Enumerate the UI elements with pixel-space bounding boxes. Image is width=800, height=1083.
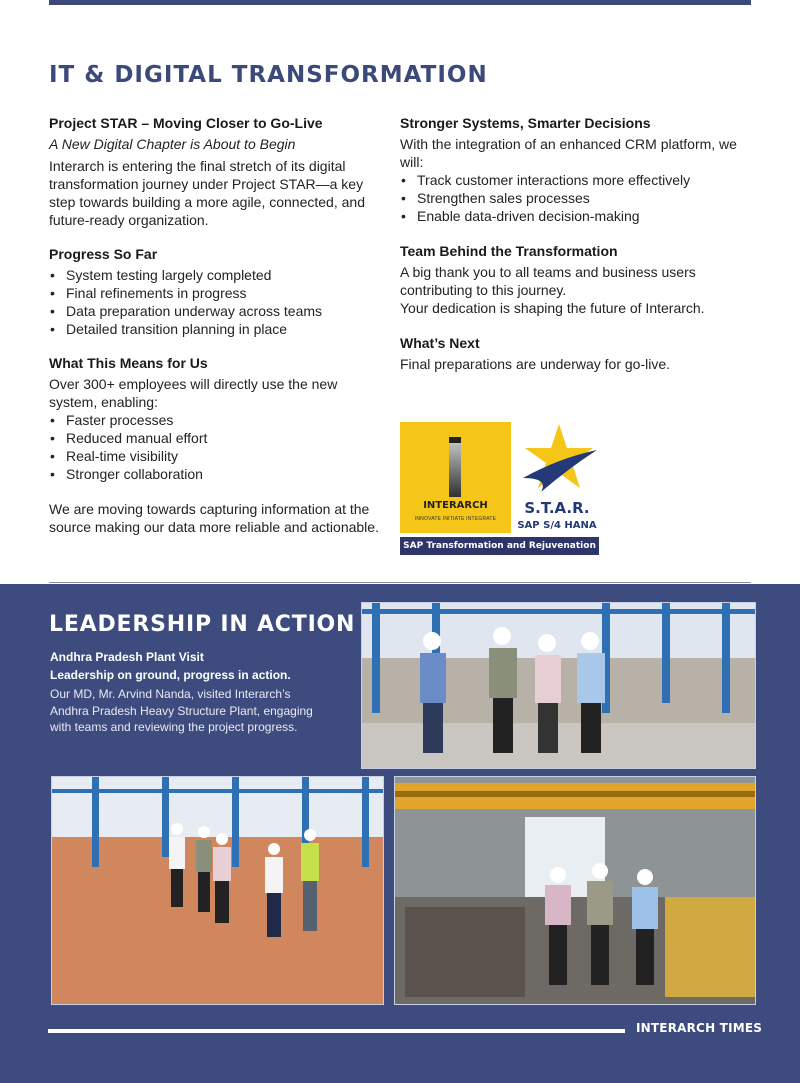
team-heading: Team Behind the Transformation (400, 243, 618, 259)
progress-list (49, 266, 379, 338)
photo-site-group (361, 602, 756, 769)
section-divider (49, 582, 751, 583)
star-logo (400, 422, 599, 555)
list-item: • Reduced manual effort (49, 429, 379, 447)
logo-strip: SAP Transformation and Rejuvenation (400, 537, 599, 555)
list-item: • Stronger collaboration (49, 465, 379, 483)
leadership-body: Our MD, Mr. Arvind Nanda, visited Interarch’s Andhra Pradesh Heavy Structure Plant, engaging with teams and reviewing the project progress. (50, 687, 313, 734)
leadership-section (0, 584, 800, 1083)
systems-heading: Stronger Systems, Smarter Decisions (400, 115, 651, 131)
star-subtitle: SAP S/4 HANA (517, 520, 597, 531)
top-rule (49, 0, 751, 5)
list-item: • Final refinements in progress (49, 284, 379, 302)
interarch-logo (400, 422, 511, 533)
project-star-body: Interarch is entering the final stretch of its digital transformation journey under Project STAR—a key step towards building a more agile, connected, and future-ready organization. (49, 158, 365, 228)
section-title: IT & DIGITAL TRANSFORMATION (49, 62, 488, 88)
project-star-block (49, 114, 379, 229)
list-item: • System testing largely completed (49, 266, 379, 284)
leadership-sub-2: Leadership on ground, progress in action. (50, 668, 291, 682)
list-item: • Strengthen sales processes (400, 189, 740, 207)
leadership-sub-1: Andhra Pradesh Plant Visit (50, 650, 204, 664)
team-body-1: A big thank you to all teams and business users contributing to this journey. (400, 264, 696, 298)
systems-block (400, 114, 740, 225)
star-icon (519, 422, 599, 498)
meaning-heading: What This Means for Us (49, 355, 208, 371)
list-item: • Track customer interactions more effectively (400, 171, 740, 189)
meaning-list (49, 411, 379, 483)
list-item: • Enable data-driven decision-making (400, 207, 740, 225)
star-title: S.T.A.R. (524, 499, 590, 517)
meaning-closing: We are moving towards capturing information at the source making our data more reliable and actionable. (49, 501, 379, 535)
footer-label: INTERARCH TIMES (636, 1021, 763, 1035)
progress-block (49, 245, 379, 338)
progress-heading: Progress So Far (49, 246, 158, 262)
left-column (49, 114, 379, 552)
next-body: Final preparations are underway for go-live. (400, 356, 671, 372)
leadership-subheading (50, 648, 340, 684)
interarch-bar-icon (449, 437, 461, 497)
list-item: • Data preparation underway across teams (49, 302, 379, 320)
meaning-intro: Over 300+ employees will directly use the new system, enabling: (49, 376, 338, 410)
list-item: • Real-time visibility (49, 447, 379, 465)
meaning-block (49, 354, 379, 536)
interarch-bar-cap (449, 437, 461, 443)
project-star-heading: Project STAR – Moving Closer to Go-Live (49, 115, 323, 131)
team-body-2: Your dedication is shaping the future of Interarch. (400, 300, 705, 316)
next-heading: What’s Next (400, 335, 480, 351)
next-block (400, 334, 740, 373)
right-column (400, 114, 740, 390)
project-star-subtitle: A New Digital Chapter is About to Begin (49, 136, 296, 152)
footer-rule (48, 1029, 625, 1033)
list-item: • Detailed transition planning in place (49, 320, 379, 338)
list-item: • Faster processes (49, 411, 379, 429)
systems-list (400, 171, 740, 225)
photo-site-walk (51, 776, 384, 1005)
leadership-title: LEADERSHIP IN ACTION (49, 612, 356, 637)
photo-plant-interior (394, 776, 756, 1005)
systems-intro: With the integration of an enhanced CRM platform, we will: (400, 136, 737, 170)
interarch-wordmark: INTERARCH (423, 500, 488, 511)
team-block (400, 242, 740, 317)
interarch-tagline: INNOVATE INITIATE INTEGRATE (414, 516, 497, 522)
